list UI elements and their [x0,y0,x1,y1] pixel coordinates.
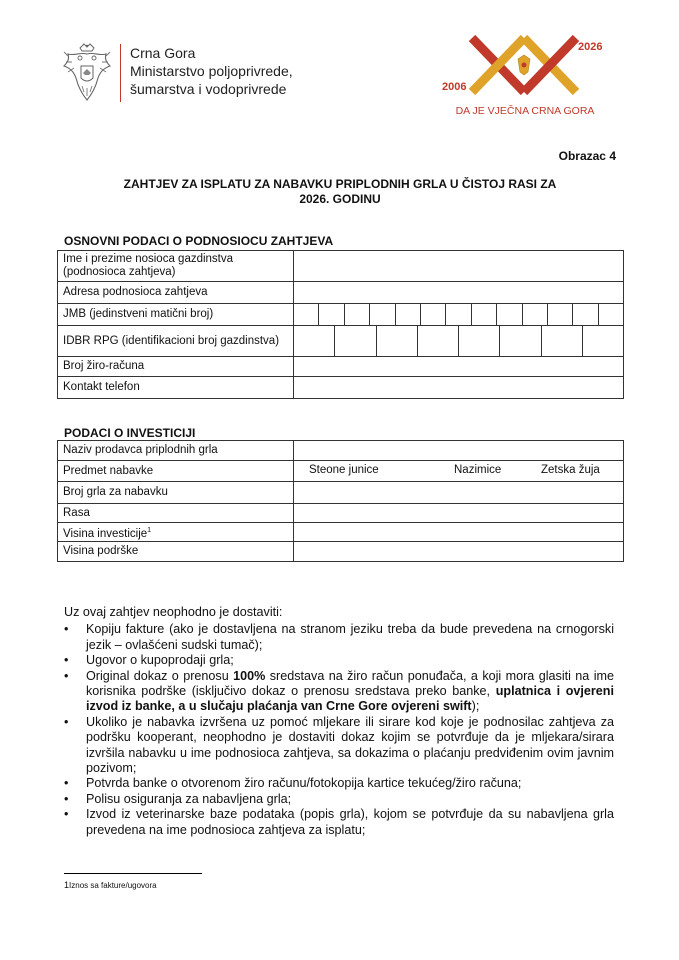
table-row [58,357,624,377]
section-applicant-title: OSNOVNI PODACI O PODNOSIOCU ZAHTJEVA [64,234,334,248]
field-label: Broj grla za nabavku [58,482,294,504]
field-label: Visina podrške [58,542,294,562]
list-item: • Kopiju fakture (ako je dostavljena na stranom jeziku treba da bude prevedena na crnogorski jezik – ovlašćeni sudski tumač); [86,622,614,653]
requirements-intro: Uz ovaj zahtjev neophodno je dostaviti: [64,605,283,619]
phone-field[interactable] [294,377,624,399]
form-number: Obrazac 4 [558,149,616,163]
section-investment-title: PODACI O INVESTICIJI [64,426,196,440]
ministry-header [130,44,293,98]
field-label: Naziv prodavca priplodnih grla [58,441,294,461]
field-label: Rasa [58,504,294,523]
option-nazimice[interactable]: Nazimice [454,464,502,476]
list-item: • Ukoliko je nabavka izvršena uz pomoć mljekare ili sirare kod koje je podnosilac zahtjeva za podršku kooperant, neophodno je dostaviti dokaz kojim se potvrđuje da je mljekara/sirara izvršila nabavku u ime podnosioca zahtjeva, sa dokazima o plaćanju predviđenim ovim javnim pozivom; [86,715,614,777]
list-item: • Potvrda banke o otvorenom žiro računu/fotokopija kartice tekućeg/žiro računa; [86,776,614,791]
breed-field[interactable] [294,504,624,523]
requirements-block [64,605,614,838]
table-row [58,482,624,504]
field-label: Broj žiro-računa [58,357,294,377]
field-label: Ime i prezime nosioca gazdinstva (podnosioca zahtjeva) [58,251,294,282]
logo-slogan: DA JE VJEČNA CRNA GORA [455,105,595,117]
table-row [58,282,624,304]
support-amount-field[interactable] [294,542,624,562]
table-row [58,304,624,326]
option-zetska-zuja[interactable]: Zetska žuja [541,464,600,476]
field-label: Adresa podnosioca zahtjeva [58,282,294,304]
footnote-ref: 1 [147,526,152,534]
address-field[interactable] [294,282,624,304]
bank-account-field[interactable] [294,357,624,377]
seller-name-field[interactable] [294,441,624,461]
coat-of-arms-icon [62,42,112,104]
table-row [58,461,624,482]
investment-table [57,440,624,562]
document-title [90,177,590,207]
head-count-field[interactable] [294,482,624,504]
field-label: Predmet nabavke [58,461,294,482]
country-name: Crna Gora [130,45,196,61]
footnote-divider [64,873,202,874]
logo-year-end: 2026 [578,41,603,53]
table-row [58,251,624,282]
table-row [58,377,624,399]
field-label: JMB (jedinstveni matični broj) [58,304,294,326]
jmb-field[interactable] [294,304,624,326]
applicant-name-field[interactable] [294,251,624,282]
table-row [58,504,624,523]
footnote: 1Iznos sa fakture/ugovora [64,880,157,890]
purchase-subject-options [294,461,624,482]
table-row [58,542,624,562]
field-label: IDBR RPG (identifikacioni broj gazdinstva) [58,326,294,357]
header-divider [120,44,121,102]
list-item: • Original dokaz o prenosu 100% sredstava na žiro račun ponuđača, a koji mora glasiti na ime korisnika podrške (isključivo dokaz o prenosu sredstava preko banke, uplatnica i ovjereni izvod iz banke, a u slučaju plaćanja van Crne Gore ovjereni swift); [86,669,614,715]
table-row [58,326,624,357]
ministry-name-line2: šumarstva i vodoprivrede [130,81,287,97]
list-item: • Izvod iz veterinarske baze podataka (popis grla), kojom se potvrđuje da su nabavljena grla prevedena na ime podnosioca zahtjeva za isplatu; [86,807,614,838]
logo-year-start: 2006 [442,81,467,93]
field-label: Kontakt telefon [58,377,294,399]
title-line-2: 2026. GODINU [299,192,381,206]
list-item: • Ugovor o kupoprodaji grla; [86,653,614,668]
field-label: Visina investicije$^1$ [58,523,294,542]
idbr-rpg-field[interactable] [294,326,624,357]
applicant-table [57,250,624,399]
title-line-1: ZAHTJEV ZA ISPLATU ZA NABAVKU PRIPLODNIH GRLA U ČISTOJ RASI ZA [123,177,557,191]
option-steone-junice[interactable]: Steone junice [309,464,379,476]
investment-amount-field[interactable] [294,523,624,542]
table-row [58,523,624,542]
ministry-name-line1: Ministarstvo poljoprivrede, [130,63,293,79]
anniversary-logo [440,32,610,122]
table-row [58,441,624,461]
requirements-list [64,622,614,838]
list-item: • Polisu osiguranja za nabavljena grla; [86,792,614,807]
